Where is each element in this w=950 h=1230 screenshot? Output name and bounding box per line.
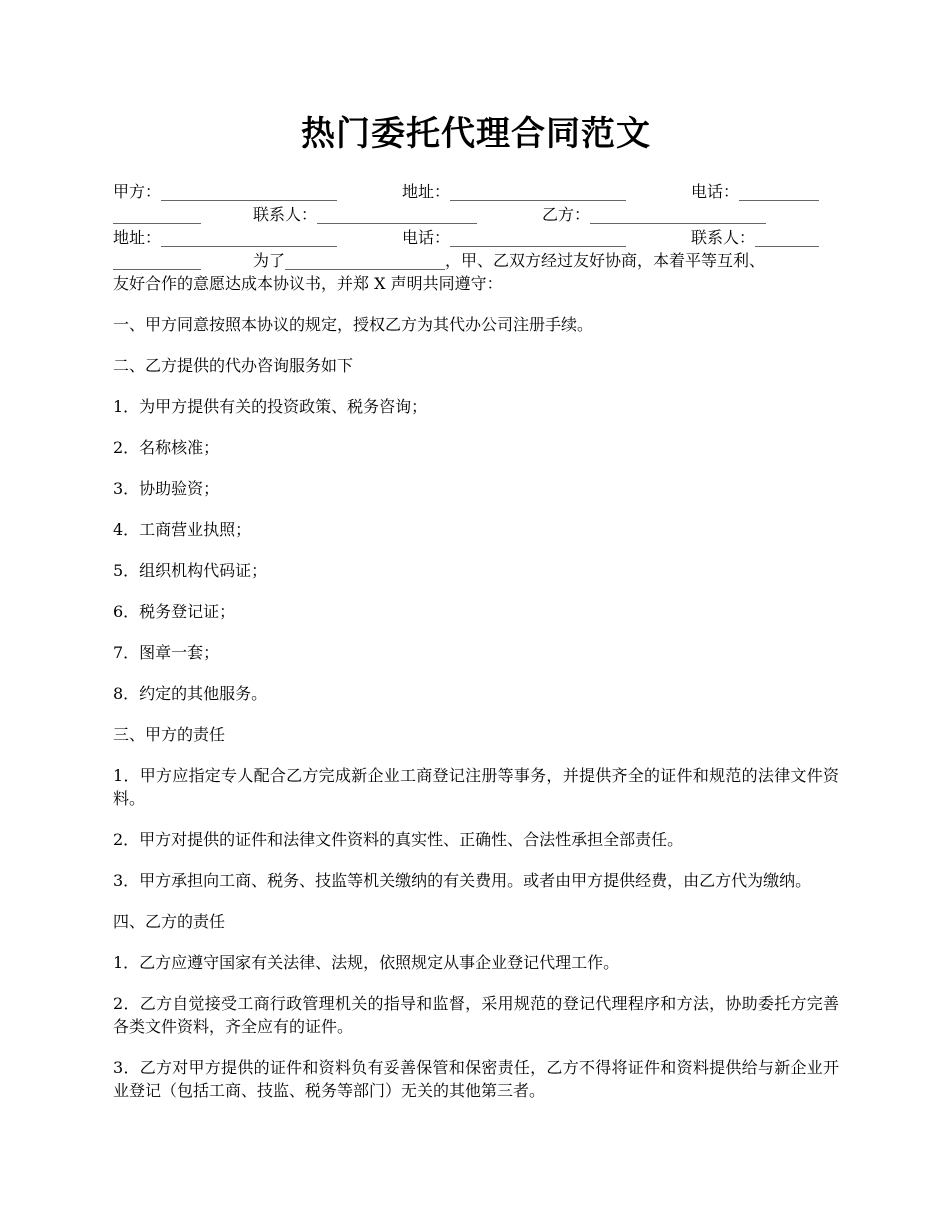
list-item: 3．乙方对甲方提供的证件和资料负有妥善保管和保密责任，乙方不得将证件和资料提供给与新企业开业登记（包括工商、技监、税务等部门）无关的其他第三者。 xyxy=(113,1058,839,1100)
list-item: 6．税务登记证； xyxy=(113,602,236,621)
purpose-clause: 为了____________________，甲、乙双方经过友好协商，本着平等互利、 xyxy=(253,251,766,270)
list-item: 4．工商营业执照； xyxy=(113,520,252,539)
section-heading: 三、甲方的责任 xyxy=(113,725,226,744)
clause-paragraph: 一、甲方同意按照本协议的规定，授权乙方为其代办公司注册手续。 xyxy=(113,315,594,334)
header-line xyxy=(113,180,839,203)
section-heading: 四、乙方的责任 xyxy=(113,912,226,931)
contract-body xyxy=(113,313,839,1120)
header-line xyxy=(113,203,839,226)
address-field: 地址：______________________ xyxy=(402,182,627,201)
contact-field: 联系人：____________________ xyxy=(253,205,478,224)
address-field-b: 地址：______________________ xyxy=(113,228,338,247)
header-line xyxy=(113,249,839,272)
party-b-field: 乙方：______________________ xyxy=(542,205,767,224)
party-a-field: 甲方：______________________ xyxy=(113,182,338,201)
list-item: 2．乙方自觉接受工商行政管理机关的指导和监督，采用规范的登记代理程序和方法，协助委托方完善各类文件资料，齐全应有的证件。 xyxy=(113,994,839,1036)
document-title: 热门委托代理合同范文 xyxy=(301,114,651,154)
list-item: 1．乙方应遵守国家有关法律、法规，依照规定从事企业登记代理工作。 xyxy=(113,953,620,972)
list-item: 7．图章一套； xyxy=(113,643,220,662)
contact-field-b-continued: ___________ xyxy=(113,251,201,270)
contact-field-b: 联系人：________ xyxy=(691,228,820,247)
list-item: 8．约定的其他服务。 xyxy=(113,684,268,703)
party-info-block xyxy=(113,180,839,295)
section-heading: 二、乙方提供的代办咨询服务如下 xyxy=(113,356,354,375)
list-item: 1．甲方应指定专人配合乙方完成新企业工商登记注册等事务，并提供齐全的证件和规范的法律文件资料。 xyxy=(113,766,839,808)
list-item: 3．甲方承担向工商、税务、技监等机关缴纳的有关费用。或者由甲方提供经费，由乙方代为缴纳。 xyxy=(113,871,812,890)
phone-field-b: 电话：______________________ xyxy=(402,228,627,247)
header-line xyxy=(113,226,839,249)
list-item: 2．名称核准； xyxy=(113,438,220,457)
list-item: 5．组织机构代码证； xyxy=(113,561,268,580)
header-line xyxy=(113,272,839,295)
purpose-clause-continued: 友好合作的意愿达成本协议书，并郑 X 声明共同遵守： xyxy=(113,274,503,293)
list-item: 1．为甲方提供有关的投资政策、税务咨询； xyxy=(113,397,428,416)
phone-field-continued: ___________ xyxy=(113,205,201,224)
list-item: 2．甲方对提供的证件和法律文件资料的真实性、正确性、合法性承担全部责任。 xyxy=(113,830,684,849)
phone-field: 电话：__________ xyxy=(691,182,820,201)
list-item: 3．协助验资； xyxy=(113,479,220,498)
